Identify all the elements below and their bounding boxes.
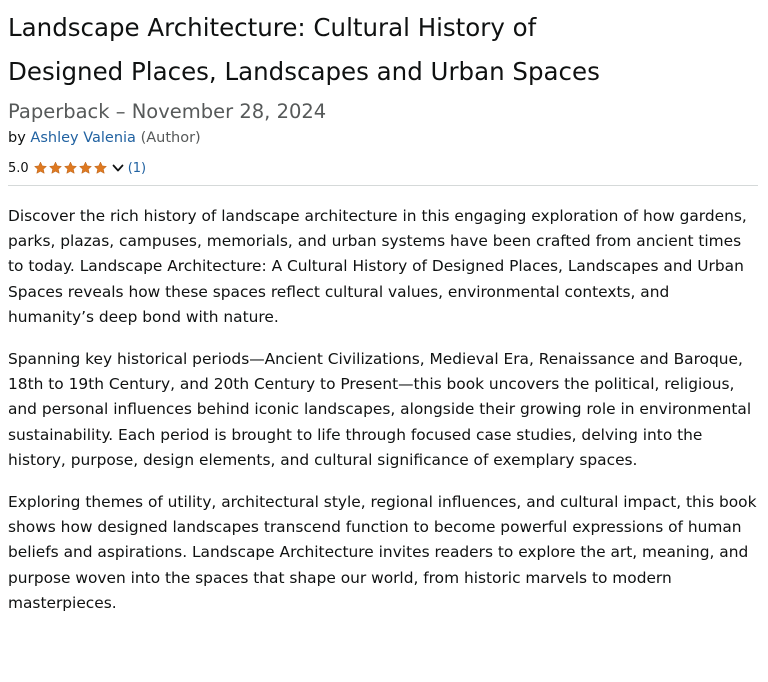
byline: [8, 127, 760, 149]
star-rating[interactable]: [33, 161, 108, 175]
product-title: [8, 6, 760, 94]
star-icon: [93, 161, 108, 175]
star-icon: [63, 161, 78, 175]
format-and-date: Paperback – November 28, 2024: [8, 100, 327, 123]
product-title-line-2: Designed Places, Landscapes and Urban Spaces: [8, 57, 600, 86]
description-paragraph: Exploring themes of utility, architectural style, regional influences, and cultural impact, this book shows how designed landscapes transcend function to become powerful expressions of human beliefs and aspirations. Landscape Architecture invites readers to explore the art, meaning, and purpose woven into the spaces that shape our world, from historic marvels to modern masterpieces.: [8, 493, 757, 612]
product-title-line-1: Landscape Architecture: Cultural History of: [8, 13, 537, 42]
rating-value: 5.0: [8, 160, 29, 176]
rating-count-link[interactable]: (1): [127, 160, 147, 176]
author-role: (Author): [140, 130, 201, 146]
product-page: [0, 6, 768, 682]
divider: [8, 185, 758, 186]
chevron-down-icon[interactable]: [112, 162, 124, 174]
star-icon: [33, 161, 48, 175]
star-icon: [78, 161, 93, 175]
star-icon: [48, 161, 63, 175]
by-label: by: [8, 130, 26, 146]
author-link[interactable]: Ashley Valenia: [30, 130, 136, 146]
product-description: [8, 204, 760, 616]
description-paragraph: Discover the rich history of landscape architecture in this engaging exploration of how gardens, parks, plazas, campuses, memorials, and urban systems have been crafted from ancient times to today. Landscape Architecture: A Cultural History of Designed Places, Landscapes and Urban Spaces reveals how these spaces reflect cultural values, environmental contexts, and humanity’s deep bond with nature.: [8, 207, 747, 326]
description-paragraph: Spanning key historical periods—Ancient Civilizations, Medieval Era, Renaissance and Baroque, 18th to 19th Century, and 20th Century to Present—this book uncovers the political, religious, and personal influences behind iconic landscapes, alongside their growing role in environmental sustainability. Each period is brought to life through focused case studies, delving into the history, purpose, design elements, and cultural significance of exemplary spaces.: [8, 350, 752, 469]
rating-summary: [8, 157, 760, 179]
